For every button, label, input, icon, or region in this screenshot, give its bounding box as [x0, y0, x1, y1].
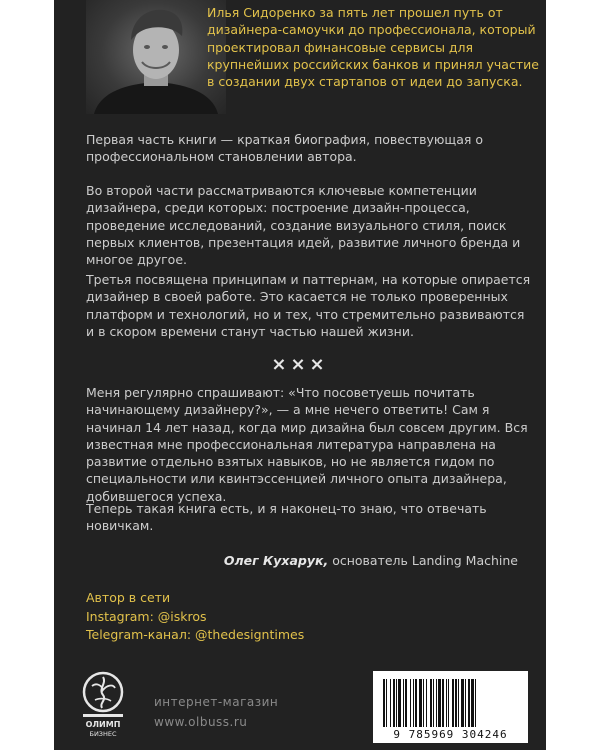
- instagram-link[interactable]: Instagram: @iskros: [86, 608, 207, 624]
- publisher-logo-line2: БИЗНЕС: [89, 730, 117, 738]
- barcode: [373, 671, 528, 743]
- publisher-logo-line1: ОЛИМП: [85, 720, 121, 729]
- author-bio: Илья Сидоренко за пять лет прошел путь от дизайнера-самоучки до профессионала, который проектировал финансовые сервисы для крупнейших российских банков и принял участие в создании двух стартапов от идеи до запуска.: [207, 5, 539, 90]
- quote-author-role: основатель Landing Machine: [328, 553, 518, 568]
- telegram-link[interactable]: Telegram-канал: @thedesigntimes: [86, 627, 305, 642]
- author-online: [86, 589, 304, 645]
- description-paragraph-3: Третья посвящена принципам и паттернам, на которые опирается дизайнер в своей работе. Это касается не только проверенных платформ и технологий, но и тех, что стремительно развиваются и в скором времени станут частью нашей жизни.: [86, 272, 531, 339]
- author-photo: [86, 0, 226, 114]
- shop-info: [154, 692, 278, 732]
- description-paragraph-1: Первая часть книги — краткая биография, повествующая о профессиональном становлении автора.: [86, 132, 484, 165]
- barcode-bars-icon: [373, 671, 528, 731]
- author-online-title: Автор в сети: [86, 590, 171, 605]
- quote-paragraph-1: Меня регулярно спрашивают: «Что посоветуешь почитать начинающему дизайнеру?», — а мне нечего ответить! Сам я начинал 14 лет назад, когда мир дизайна был совсем другим. Вся известная мне профессиональная литература направлена на развитие отдельно взятых навыков, но не является гидом по специальности или квинтэссенцией личного опыта дизайнера, добившегося успеха.: [86, 385, 528, 504]
- book-back-cover: [54, 0, 546, 750]
- description-paragraph-2: Во второй части рассматриваются ключевые компетенции дизайнера, среди которых: построение дизайн-процесса, проведение исследований, создание визуального стиля, поиск первых клиентов, презентация идей, развитие личного бренда и многое другое.: [86, 183, 521, 268]
- quote-author-name: Олег Кухарук,: [223, 553, 329, 568]
- olimp-business-logo-icon: [76, 668, 130, 740]
- section-separator: ×××: [271, 354, 329, 375]
- author-portrait-illustration: [86, 0, 226, 114]
- shop-label: интернет-магазин: [154, 695, 279, 709]
- quote-paragraph-2: Теперь такая книга есть, и я наконец-то знаю, что отвечать новичкам.: [86, 501, 487, 534]
- quote-signature: [224, 553, 518, 568]
- shop-url[interactable]: www.olbuss.ru: [154, 715, 248, 729]
- publisher-logo: [76, 668, 130, 740]
- isbn-number: 9 785969 304246: [393, 728, 508, 741]
